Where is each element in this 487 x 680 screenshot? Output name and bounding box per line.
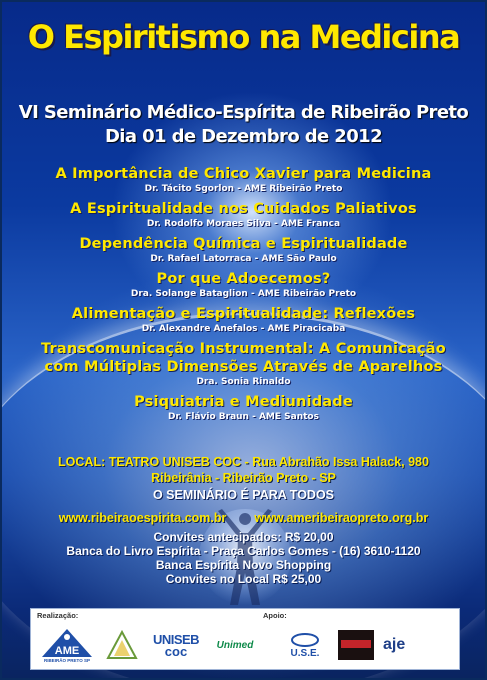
triangle-logo xyxy=(105,623,139,667)
talk-item xyxy=(2,165,485,196)
ame-logo xyxy=(39,623,95,667)
ticket-outlet-bookstore: Banca do Livro Espírita - Praça Carlos Gomes - (16) 3610-1120 xyxy=(66,544,421,558)
talk-speaker: Dr. Rafael Latorraca - AME São Paulo xyxy=(150,254,337,264)
use-logo xyxy=(281,623,329,667)
use-emblem-icon xyxy=(290,632,320,648)
talk-item xyxy=(2,305,485,336)
unimed-logo xyxy=(213,623,257,667)
talk-title: Por que Adoecemos? xyxy=(156,271,331,287)
talk-title: Dependência Química e Espiritualidade xyxy=(79,236,408,252)
talk-title: A Espiritualidade nos Cuidados Paliativos xyxy=(70,201,417,217)
talk-item xyxy=(2,270,485,301)
talk-speaker: Dr. Alexandre Anefalos - AME Piracicaba xyxy=(141,324,346,334)
talk-item xyxy=(2,200,485,231)
talk-title: A Importância de Chico Xavier para Medicina xyxy=(55,166,432,182)
website-row xyxy=(2,510,485,526)
location-line: LOCAL: TEATRO UNISEB COC - Rua Abrahão Issa Halack, 980 xyxy=(58,455,429,469)
use-logo-text: U.S.E. xyxy=(290,647,320,659)
dark-sponsor-logo xyxy=(337,623,375,667)
talk-speaker: Dr. Rodolfo Moraes Silva - AME Franca xyxy=(146,219,341,229)
uniseb-coc-logo xyxy=(145,623,207,667)
talk-speaker: Dra. Solange Bataglion - AME Ribeirão Preto xyxy=(130,289,357,299)
talk-speaker: Dr. Tácito Sgorlon - AME Ribeirão Preto xyxy=(144,184,343,194)
ticket-outlet-shopping: Banca Espírita Novo Shopping xyxy=(155,558,332,572)
ame-logo-text: AME xyxy=(54,644,80,657)
talk-title: Psiquiatria e Mediunidade xyxy=(134,394,353,410)
talk-title: Alimentação e Espiritualidade: Reflexões xyxy=(71,306,416,322)
ticket-door-price: Convites no Local R$ 25,00 xyxy=(165,572,322,586)
poster-title: O Espiritismo na Medicina xyxy=(27,18,460,56)
uniseb-logo-text: UNISEB xyxy=(152,631,200,647)
unimed-logo-text: Unimed xyxy=(216,639,254,651)
talk-speaker: Dra. Sonia Rinaldo xyxy=(196,377,291,387)
triangle-emblem-icon xyxy=(106,630,138,660)
ame-logo-subtext: RIBEIRÃO PRETO SP xyxy=(44,657,90,663)
sponsor-footer xyxy=(30,608,460,670)
sponsor-badge-icon xyxy=(338,630,374,660)
website-link-ameribeiraopreto[interactable]: www.ameribeiraopreto.org.br xyxy=(254,511,429,525)
aje-logo-text: aje xyxy=(383,636,406,653)
region-line: Ribeirânia - Ribeirão Preto - SP xyxy=(151,471,336,485)
event-info xyxy=(2,454,485,586)
talk-item xyxy=(2,340,485,389)
aje-logo xyxy=(383,623,453,667)
ticket-advance-price: Convites antecipados: R$ 20,00 xyxy=(153,530,334,544)
ame-logo-icon xyxy=(40,628,94,658)
talk-list xyxy=(2,165,485,428)
website-link-ribeiraoespirita[interactable]: www.ribeiraoespirita.com.br xyxy=(58,511,227,525)
seminar-date: Dia 01 de Dezembro de 2012 xyxy=(104,126,383,147)
talk-item xyxy=(2,235,485,266)
talk-title: Transcomunicação Instrumental: A Comunicação com Múltiplas Dimensões Através de Aparelhos xyxy=(41,341,446,375)
talk-item xyxy=(2,393,485,424)
coc-logo-text: coc xyxy=(164,643,188,659)
realizacao-label: Realização: xyxy=(37,611,79,620)
talk-speaker: Dr. Flávio Braun - AME Santos xyxy=(168,412,319,422)
apoio-label: Apoio: xyxy=(263,611,287,620)
seminar-subtitle: VI Seminário Médico-Espírita de Ribeirão Preto xyxy=(18,102,469,123)
free-admission-line: O SEMINÁRIO É PARA TODOS xyxy=(152,488,335,502)
